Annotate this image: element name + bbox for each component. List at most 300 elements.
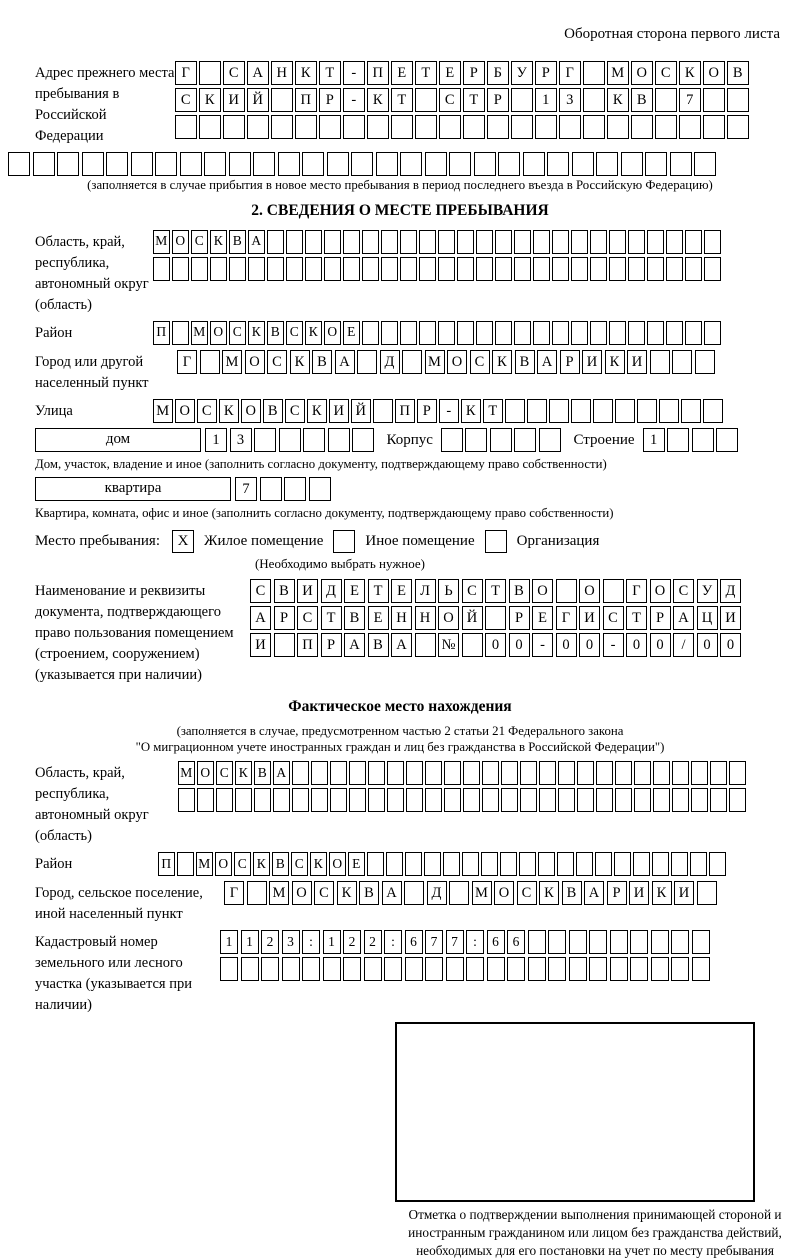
char-cell[interactable] — [487, 115, 509, 139]
char-cell[interactable] — [362, 257, 379, 281]
char-cell[interactable] — [628, 230, 645, 254]
char-cell[interactable]: С — [603, 606, 624, 630]
char-cell[interactable]: Е — [532, 606, 553, 630]
char-cell[interactable]: О — [447, 350, 467, 374]
char-cell[interactable]: Ц — [697, 606, 718, 630]
char-cell[interactable]: Е — [391, 579, 412, 603]
char-cell[interactable] — [400, 152, 422, 176]
char-cell[interactable] — [704, 257, 721, 281]
char-cell[interactable]: О — [579, 579, 600, 603]
char-cell[interactable] — [507, 957, 525, 981]
char-cell[interactable]: Р — [535, 61, 557, 85]
char-cell[interactable] — [328, 428, 350, 452]
char-cell[interactable]: Д — [321, 579, 342, 603]
char-cell[interactable]: - — [532, 633, 553, 657]
char-cell[interactable] — [647, 257, 664, 281]
char-cell[interactable] — [8, 152, 30, 176]
char-cell[interactable] — [200, 350, 220, 374]
char-cell[interactable]: Р — [607, 881, 627, 905]
char-cell[interactable] — [514, 230, 531, 254]
char-cell[interactable]: О — [650, 579, 671, 603]
char-cell[interactable] — [511, 88, 533, 112]
char-cell[interactable] — [444, 788, 461, 812]
char-cell[interactable] — [501, 761, 518, 785]
char-cell[interactable] — [444, 761, 461, 785]
char-cell[interactable] — [628, 257, 645, 281]
char-cell[interactable] — [271, 88, 293, 112]
char-cell[interactable] — [651, 957, 669, 981]
checkbox-organization[interactable] — [485, 530, 507, 553]
char-cell[interactable] — [538, 852, 555, 876]
char-cell[interactable] — [284, 477, 306, 501]
char-cell[interactable] — [210, 257, 227, 281]
char-cell[interactable] — [607, 115, 629, 139]
char-cell[interactable]: О — [631, 61, 653, 85]
char-cell[interactable] — [666, 230, 683, 254]
char-cell[interactable] — [362, 230, 379, 254]
char-cell[interactable]: 2 — [261, 930, 279, 954]
char-cell[interactable]: - — [343, 61, 365, 85]
char-cell[interactable] — [495, 230, 512, 254]
char-cell[interactable] — [653, 788, 670, 812]
char-cell[interactable]: Р — [417, 399, 437, 423]
char-cell[interactable] — [180, 152, 202, 176]
char-cell[interactable] — [501, 788, 518, 812]
char-cell[interactable] — [319, 115, 341, 139]
char-cell[interactable] — [241, 957, 259, 981]
char-cell[interactable] — [419, 257, 436, 281]
char-cell[interactable] — [556, 579, 577, 603]
char-cell[interactable] — [628, 321, 645, 345]
char-cell[interactable]: И — [629, 881, 649, 905]
char-cell[interactable] — [481, 852, 498, 876]
char-cell[interactable] — [155, 152, 177, 176]
char-cell[interactable]: О — [438, 606, 459, 630]
char-cell[interactable] — [302, 957, 320, 981]
char-cell[interactable] — [533, 321, 550, 345]
char-cell[interactable]: С — [673, 579, 694, 603]
char-cell[interactable] — [559, 115, 581, 139]
char-cell[interactable] — [603, 579, 624, 603]
char-cell[interactable] — [279, 428, 301, 452]
char-cell[interactable]: Г — [175, 61, 197, 85]
char-cell[interactable]: О — [292, 881, 312, 905]
char-cell[interactable] — [465, 428, 487, 452]
char-cell[interactable]: М — [178, 761, 195, 785]
char-cell[interactable]: И — [720, 606, 741, 630]
char-cell[interactable]: Е — [348, 852, 365, 876]
char-cell[interactable]: В — [254, 761, 271, 785]
char-cell[interactable]: 1 — [220, 930, 238, 954]
char-cell[interactable] — [425, 957, 443, 981]
char-cell[interactable] — [267, 230, 284, 254]
char-cell[interactable] — [349, 788, 366, 812]
char-cell[interactable] — [595, 852, 612, 876]
char-cell[interactable] — [311, 788, 328, 812]
char-cell[interactable] — [474, 152, 496, 176]
char-cell[interactable]: 3 — [230, 428, 252, 452]
char-cell[interactable] — [548, 930, 566, 954]
char-cell[interactable]: А — [273, 761, 290, 785]
char-cell[interactable]: : — [466, 930, 484, 954]
char-cell[interactable] — [577, 788, 594, 812]
char-cell[interactable] — [590, 321, 607, 345]
char-cell[interactable] — [82, 152, 104, 176]
char-cell[interactable] — [672, 788, 689, 812]
char-cell[interactable]: А — [382, 881, 402, 905]
char-cell[interactable]: 1 — [643, 428, 665, 452]
char-cell[interactable] — [671, 852, 688, 876]
char-cell[interactable]: Р — [509, 606, 530, 630]
char-cell[interactable] — [261, 957, 279, 981]
char-cell[interactable] — [367, 115, 389, 139]
char-cell[interactable]: П — [297, 633, 318, 657]
char-cell[interactable] — [615, 788, 632, 812]
char-cell[interactable]: С — [223, 61, 245, 85]
char-cell[interactable] — [630, 957, 648, 981]
char-cell[interactable]: : — [302, 930, 320, 954]
char-cell[interactable]: 0 — [720, 633, 741, 657]
char-cell[interactable] — [703, 115, 725, 139]
char-cell[interactable] — [666, 257, 683, 281]
char-cell[interactable]: И — [579, 606, 600, 630]
char-cell[interactable]: М — [222, 350, 242, 374]
char-cell[interactable] — [527, 399, 547, 423]
char-cell[interactable]: В — [727, 61, 749, 85]
char-cell[interactable]: Г — [556, 606, 577, 630]
char-cell[interactable]: С — [517, 881, 537, 905]
char-cell[interactable] — [191, 257, 208, 281]
char-cell[interactable]: И — [329, 399, 349, 423]
char-cell[interactable] — [655, 115, 677, 139]
char-cell[interactable] — [248, 257, 265, 281]
char-cell[interactable] — [694, 152, 716, 176]
char-cell[interactable] — [292, 761, 309, 785]
char-cell[interactable] — [482, 761, 499, 785]
char-cell[interactable]: Е — [439, 61, 461, 85]
char-cell[interactable] — [577, 761, 594, 785]
char-cell[interactable]: К — [679, 61, 701, 85]
char-cell[interactable] — [672, 350, 692, 374]
char-cell[interactable]: 1 — [205, 428, 227, 452]
char-cell[interactable] — [520, 788, 537, 812]
char-cell[interactable]: - — [603, 633, 624, 657]
char-cell[interactable] — [558, 761, 575, 785]
char-cell[interactable] — [446, 957, 464, 981]
char-cell[interactable]: С — [197, 399, 217, 423]
char-cell[interactable] — [57, 152, 79, 176]
char-cell[interactable] — [273, 788, 290, 812]
char-cell[interactable] — [498, 152, 520, 176]
char-cell[interactable] — [614, 852, 631, 876]
char-cell[interactable] — [199, 61, 221, 85]
char-cell[interactable] — [419, 230, 436, 254]
char-cell[interactable]: М — [153, 399, 173, 423]
char-cell[interactable]: О — [494, 881, 514, 905]
char-cell[interactable] — [247, 115, 269, 139]
char-cell[interactable] — [106, 152, 128, 176]
char-cell[interactable] — [254, 788, 271, 812]
char-cell[interactable] — [549, 399, 569, 423]
char-cell[interactable] — [381, 230, 398, 254]
char-cell[interactable]: В — [562, 881, 582, 905]
char-cell[interactable] — [495, 321, 512, 345]
char-cell[interactable] — [457, 321, 474, 345]
char-cell[interactable] — [630, 930, 648, 954]
char-cell[interactable]: С — [462, 579, 483, 603]
char-cell[interactable]: 0 — [579, 633, 600, 657]
char-cell[interactable] — [679, 115, 701, 139]
char-cell[interactable]: А — [391, 633, 412, 657]
char-cell[interactable] — [381, 321, 398, 345]
char-cell[interactable] — [593, 399, 613, 423]
char-cell[interactable] — [404, 881, 424, 905]
char-cell[interactable]: О — [703, 61, 725, 85]
char-cell[interactable]: К — [539, 881, 559, 905]
char-cell[interactable]: В — [312, 350, 332, 374]
char-cell[interactable] — [650, 350, 670, 374]
char-cell[interactable] — [637, 399, 657, 423]
char-cell[interactable] — [519, 852, 536, 876]
char-cell[interactable]: Й — [247, 88, 269, 112]
char-cell[interactable]: 7 — [235, 477, 257, 501]
char-cell[interactable] — [535, 115, 557, 139]
char-cell[interactable]: М — [269, 881, 289, 905]
char-cell[interactable] — [373, 399, 393, 423]
char-cell[interactable] — [462, 633, 483, 657]
char-cell[interactable]: И — [674, 881, 694, 905]
char-cell[interactable]: С — [250, 579, 271, 603]
char-cell[interactable]: С — [297, 606, 318, 630]
char-cell[interactable]: Н — [271, 61, 293, 85]
char-cell[interactable]: В — [344, 606, 365, 630]
char-cell[interactable]: 7 — [425, 930, 443, 954]
char-cell[interactable] — [505, 399, 525, 423]
char-cell[interactable]: А — [335, 350, 355, 374]
char-cell[interactable] — [282, 957, 300, 981]
char-cell[interactable]: Д — [427, 881, 447, 905]
char-cell[interactable] — [175, 115, 197, 139]
char-cell[interactable] — [463, 788, 480, 812]
char-cell[interactable] — [457, 230, 474, 254]
char-cell[interactable]: 0 — [697, 633, 718, 657]
char-cell[interactable]: Ь — [438, 579, 459, 603]
char-cell[interactable] — [406, 761, 423, 785]
char-cell[interactable]: В — [274, 579, 295, 603]
char-cell[interactable] — [596, 152, 618, 176]
char-cell[interactable] — [539, 428, 561, 452]
char-cell[interactable] — [571, 321, 588, 345]
char-cell[interactable] — [671, 930, 689, 954]
char-cell[interactable] — [552, 230, 569, 254]
char-cell[interactable]: О — [197, 761, 214, 785]
char-cell[interactable] — [704, 230, 721, 254]
char-cell[interactable] — [729, 788, 746, 812]
char-cell[interactable] — [462, 852, 479, 876]
char-cell[interactable] — [415, 115, 437, 139]
char-cell[interactable]: Т — [368, 579, 389, 603]
char-cell[interactable] — [590, 257, 607, 281]
char-cell[interactable]: Д — [720, 579, 741, 603]
char-cell[interactable] — [425, 761, 442, 785]
char-cell[interactable] — [254, 428, 276, 452]
char-cell[interactable]: С — [216, 761, 233, 785]
char-cell[interactable]: Р — [650, 606, 671, 630]
char-cell[interactable] — [634, 761, 651, 785]
char-cell[interactable] — [552, 321, 569, 345]
char-cell[interactable]: Р — [319, 88, 341, 112]
char-cell[interactable] — [405, 957, 423, 981]
char-cell[interactable] — [571, 257, 588, 281]
char-cell[interactable] — [229, 152, 251, 176]
char-cell[interactable]: Л — [415, 579, 436, 603]
char-cell[interactable]: С — [285, 399, 305, 423]
char-cell[interactable]: И — [627, 350, 647, 374]
char-cell[interactable] — [330, 761, 347, 785]
char-cell[interactable]: П — [153, 321, 170, 345]
char-cell[interactable] — [634, 788, 651, 812]
char-cell[interactable] — [514, 257, 531, 281]
char-cell[interactable]: С — [267, 350, 287, 374]
char-cell[interactable]: У — [697, 579, 718, 603]
char-cell[interactable] — [441, 428, 463, 452]
char-cell[interactable]: А — [344, 633, 365, 657]
char-cell[interactable] — [402, 350, 422, 374]
char-cell[interactable] — [324, 257, 341, 281]
char-cell[interactable] — [727, 88, 749, 112]
char-cell[interactable]: С — [175, 88, 197, 112]
char-cell[interactable] — [685, 321, 702, 345]
char-cell[interactable] — [327, 152, 349, 176]
char-cell[interactable] — [274, 633, 295, 657]
char-cell[interactable] — [303, 428, 325, 452]
char-cell[interactable] — [596, 761, 613, 785]
char-cell[interactable] — [511, 115, 533, 139]
char-cell[interactable]: К — [607, 88, 629, 112]
char-cell[interactable]: 3 — [282, 930, 300, 954]
char-cell[interactable]: А — [247, 61, 269, 85]
char-cell[interactable] — [615, 761, 632, 785]
char-cell[interactable] — [267, 257, 284, 281]
char-cell[interactable]: В — [267, 321, 284, 345]
char-cell[interactable]: Р — [463, 61, 485, 85]
char-cell[interactable]: Т — [415, 61, 437, 85]
char-cell[interactable] — [153, 257, 170, 281]
char-cell[interactable] — [463, 115, 485, 139]
char-cell[interactable] — [615, 399, 635, 423]
char-cell[interactable] — [671, 957, 689, 981]
char-cell[interactable] — [172, 257, 189, 281]
char-cell[interactable] — [596, 788, 613, 812]
char-cell[interactable] — [330, 788, 347, 812]
char-cell[interactable] — [400, 321, 417, 345]
char-cell[interactable] — [476, 230, 493, 254]
char-cell[interactable] — [528, 957, 546, 981]
char-cell[interactable] — [400, 257, 417, 281]
char-cell[interactable] — [197, 788, 214, 812]
char-cell[interactable]: Б — [487, 61, 509, 85]
char-cell[interactable] — [449, 881, 469, 905]
char-cell[interactable]: 6 — [405, 930, 423, 954]
char-cell[interactable] — [539, 788, 556, 812]
char-cell[interactable] — [710, 761, 727, 785]
char-cell[interactable] — [490, 428, 512, 452]
char-cell[interactable]: С — [314, 881, 334, 905]
char-cell[interactable] — [33, 152, 55, 176]
char-cell[interactable] — [571, 399, 591, 423]
char-cell[interactable]: В — [515, 350, 535, 374]
char-cell[interactable] — [131, 152, 153, 176]
char-cell[interactable] — [223, 115, 245, 139]
char-cell[interactable] — [557, 852, 574, 876]
char-cell[interactable]: 2 — [343, 930, 361, 954]
char-cell[interactable]: 7 — [679, 88, 701, 112]
char-cell[interactable]: В — [368, 633, 389, 657]
char-cell[interactable]: С — [439, 88, 461, 112]
char-cell[interactable] — [229, 257, 246, 281]
char-cell[interactable] — [610, 957, 628, 981]
char-cell[interactable] — [278, 152, 300, 176]
char-cell[interactable] — [659, 399, 679, 423]
char-cell[interactable]: О — [324, 321, 341, 345]
char-cell[interactable] — [631, 115, 653, 139]
char-cell[interactable]: К — [295, 61, 317, 85]
char-cell[interactable]: Т — [626, 606, 647, 630]
char-cell[interactable] — [415, 633, 436, 657]
char-cell[interactable]: К — [307, 399, 327, 423]
char-cell[interactable] — [583, 88, 605, 112]
char-cell[interactable]: Т — [485, 579, 506, 603]
char-cell[interactable] — [177, 852, 194, 876]
char-cell[interactable]: К — [367, 88, 389, 112]
char-cell[interactable]: В — [631, 88, 653, 112]
char-cell[interactable] — [670, 152, 692, 176]
char-cell[interactable] — [368, 788, 385, 812]
char-cell[interactable] — [647, 230, 664, 254]
char-cell[interactable] — [438, 257, 455, 281]
char-cell[interactable]: А — [537, 350, 557, 374]
char-cell[interactable] — [589, 957, 607, 981]
char-cell[interactable] — [424, 852, 441, 876]
char-cell[interactable] — [449, 152, 471, 176]
char-cell[interactable] — [343, 230, 360, 254]
char-cell[interactable] — [609, 321, 626, 345]
char-cell[interactable]: К — [253, 852, 270, 876]
char-cell[interactable]: Г — [224, 881, 244, 905]
char-cell[interactable] — [457, 257, 474, 281]
char-cell[interactable] — [691, 761, 708, 785]
char-cell[interactable]: 2 — [364, 930, 382, 954]
char-cell[interactable] — [645, 152, 667, 176]
char-cell[interactable] — [343, 957, 361, 981]
char-cell[interactable]: Е — [343, 321, 360, 345]
char-cell[interactable] — [709, 852, 726, 876]
char-cell[interactable]: Р — [560, 350, 580, 374]
char-cell[interactable] — [703, 88, 725, 112]
char-cell[interactable]: С — [191, 230, 208, 254]
checkbox-residential[interactable]: X — [172, 530, 194, 553]
char-cell[interactable]: О — [241, 399, 261, 423]
char-cell[interactable] — [419, 321, 436, 345]
char-cell[interactable] — [695, 350, 715, 374]
char-cell[interactable]: О — [210, 321, 227, 345]
char-cell[interactable]: Е — [368, 606, 389, 630]
char-cell[interactable] — [672, 761, 689, 785]
char-cell[interactable] — [685, 230, 702, 254]
char-cell[interactable]: 1 — [241, 930, 259, 954]
char-cell[interactable] — [466, 957, 484, 981]
char-cell[interactable]: Р — [487, 88, 509, 112]
